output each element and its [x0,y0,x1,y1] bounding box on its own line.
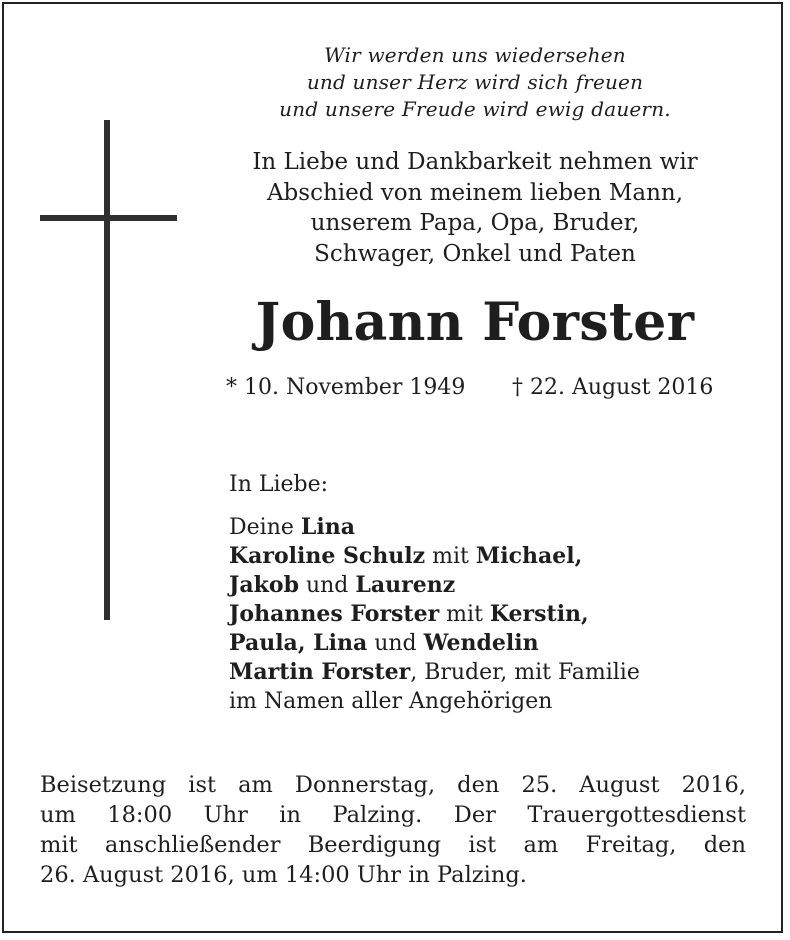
mourner-line [229,600,640,629]
motto-line: Wir werden uns wiedersehen [324,43,626,67]
mourner-line [229,629,640,658]
birth-date: * 10. November 1949 [226,375,466,400]
funeral-line: Beisetzung ist am Donnerstag, den 25. August 2016, [40,772,746,798]
mourner-name: Michael, [475,543,583,569]
funeral-line: mit anschließender Beerdigung ist am Freitag, den [40,832,746,858]
mourner-name: Paula, Lina [229,630,368,656]
funeral-notice [40,770,746,890]
motto-verse [200,42,750,123]
mourner-name: Laurenz [355,572,456,598]
mourner-line [229,571,640,600]
farewell-line: In Liebe und Dankbarkeit nehmen wir [252,149,698,175]
deceased-name: Johann Forster [255,292,695,353]
mourner-name: Jakob [229,572,299,598]
mourner-connector: und [298,573,356,598]
mourners-list [229,513,640,716]
farewell-line: Abschied von meinem lieben Mann, [266,179,684,206]
mourner-connector: mit [439,602,490,627]
mourner-name: Kerstin, [489,601,589,627]
mourner-name: Johannes Forster [229,601,440,627]
mourner-connector: , Bruder, mit Familie [410,660,640,685]
death-date: † 22. August 2016 [512,375,714,400]
motto-line: und unsere Freude wird ewig dauern. [279,97,671,121]
farewell-line: Schwager, Onkel und Paten [314,240,636,267]
mourner-name: Martin Forster [229,659,411,685]
funeral-line: um 18:00 Uhr in Palzing. Der Trauergottesdienst [40,802,746,828]
mourner-connector: Deine [229,515,301,540]
mourner-line [229,513,640,542]
mourner-line [229,658,640,687]
funeral-line: 26. August 2016, um 14:00 Uhr in Palzing. [40,862,527,888]
mourner-name: Karoline Schulz [229,543,426,569]
farewell-text [200,147,750,269]
mourner-connector: im Namen aller Angehörigen [229,689,553,714]
farewell-line: unserem Papa, Opa, Bruder, [310,210,640,236]
mourner-line [229,542,640,571]
mourner-name: Wendelin [423,630,539,656]
mourner-connector: und [367,631,424,656]
cross-horizontal-beam [40,215,177,221]
cross-vertical-beam [104,120,110,620]
mourner-line [229,687,640,716]
mourner-name: Lina [300,514,355,540]
mourner-connector: mit [425,544,476,569]
mourners-heading: In Liebe: [229,472,329,497]
motto-line: und unser Herz wird sich freuen [306,70,644,94]
